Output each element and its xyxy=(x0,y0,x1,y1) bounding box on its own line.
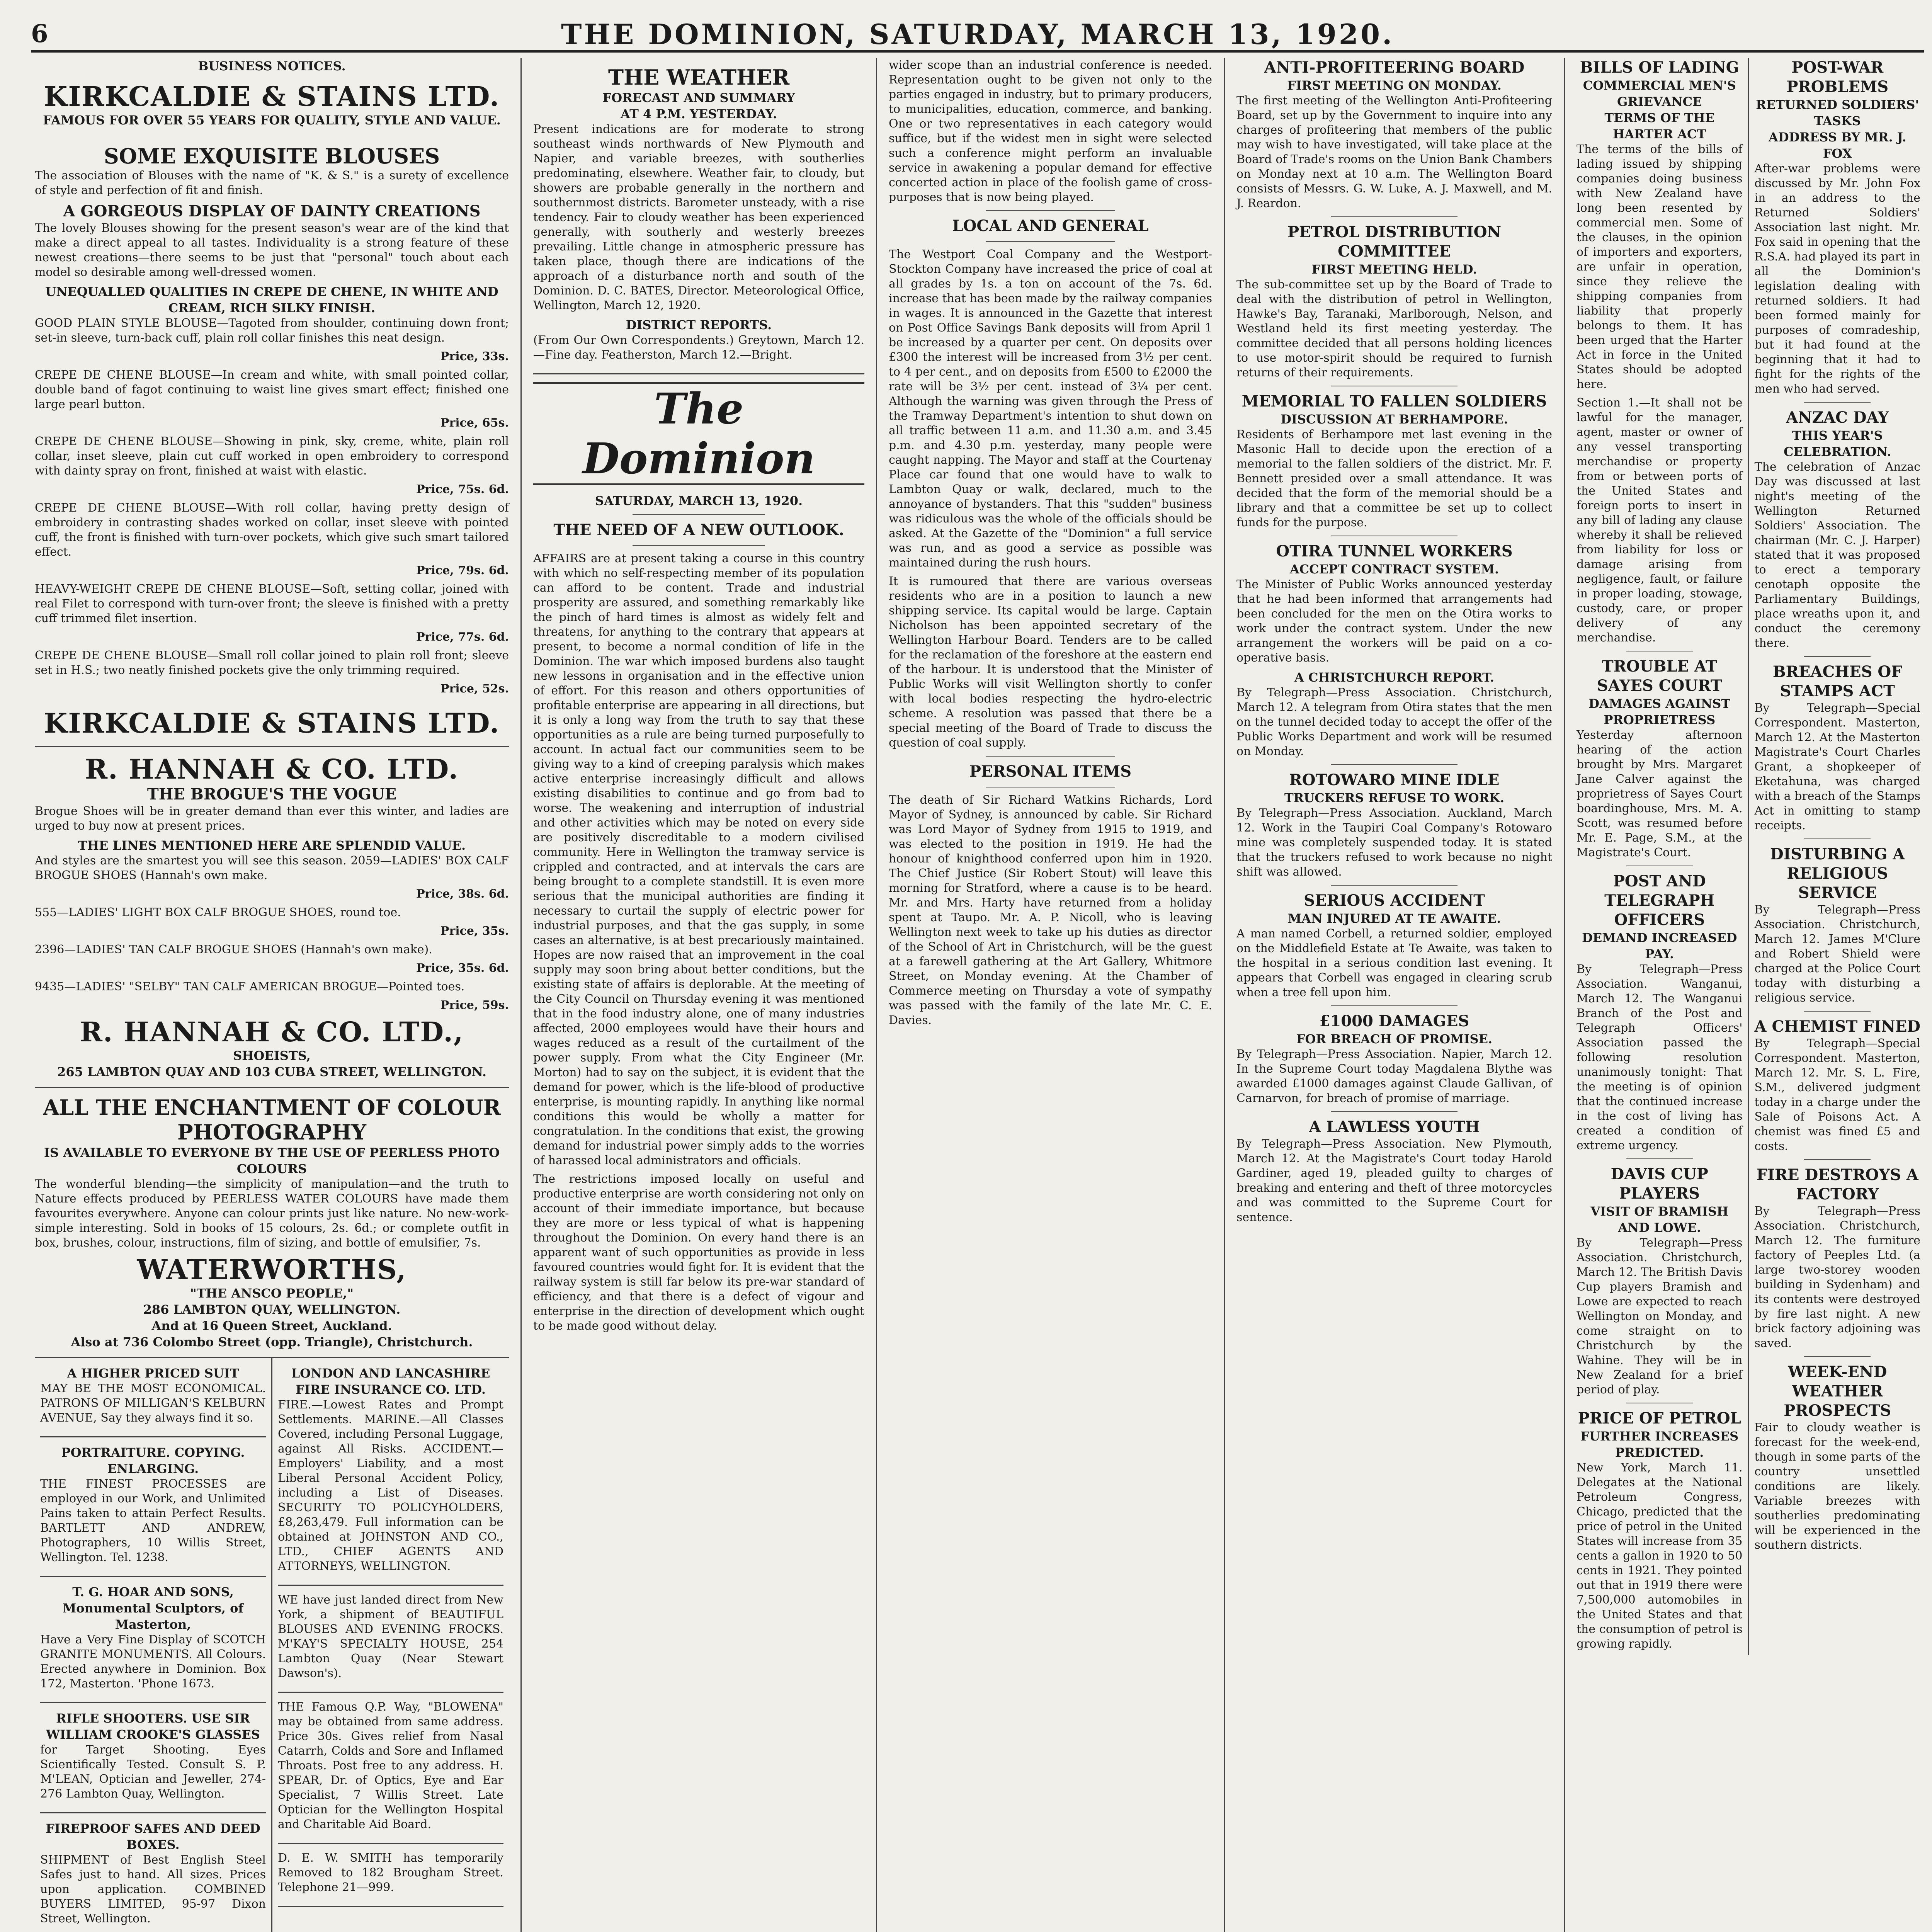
damages-subtitle: FOR BREACH OF PROMISE. xyxy=(1296,1032,1493,1046)
rotowaro-body: By Telegraph—Press Association. Auckland, March 12. Work in the Taupiri Coal Company's Rotowaro mine was completely suspended today. It is stated that the truckers refused to work because no night shift was allowed. xyxy=(1236,806,1552,879)
small-ad: A HIGHER PRICED SUIT MAY BE THE MOST ECONOMICAL. PATRONS OF MILLIGAN'S KELBURN AVENUE, Say they always find it so. xyxy=(40,1358,266,1437)
shoe-item: 555—LADIES' LIGHT BOX CALF BROGUE SHOES, round toe. Price, 35s. xyxy=(35,906,509,938)
serious-accident-subtitle: MAN INJURED AT TE AWAITE. xyxy=(1287,911,1501,926)
hannah-lines-headline: THE LINES MENTIONED HERE ARE SPLENDID VALUE. xyxy=(78,838,466,853)
column-news-briefs xyxy=(1225,58,1565,1932)
lancashire-body: FIRE.—Lowest Rates and Prompt Settlements. MARINE.—All Classes Covered, including Personal Luggage, against All Risks. ACCIDENT.—Employers' Liability, and a most Liberal Personal Accident Policy, including a List of Diseases. SECURITY TO POLICYHOLDERS, £8,263,479. Full information can be obtained at JOHNSTON AND CO., LTD., CHIEF AGENTS AND ATTORNEYS, WELLINGTON. xyxy=(278,1398,503,1573)
local-general-body-2: It is rumoured that there are various overseas residents who are in a position to launch a new shipping service. Its capital would be large. Captain Nicholson has been appointed secretary of the Wellington Harbour Board. Tenders are to be called for the reclamation of the foreshore at the eastern end of the harbour. It is understood that the Minister of Public Works will visit Wellington shortly to confer with local bodies respecting the hydro-electric scheme. A resolution was passed that there be a special meeting of the Board of Trade to discuss the question of coal supply. xyxy=(889,575,1212,750)
serious-accident-title: SERIOUS ACCIDENT xyxy=(1304,891,1485,910)
davis-cup-title: DAVIS CUP PLAYERS xyxy=(1611,1165,1708,1202)
religious-service-title: DISTURBING A RELIGIOUS SERVICE xyxy=(1770,845,1905,902)
section-label: BUSINESS NOTICES. xyxy=(198,59,346,73)
lancashire-title: LONDON AND LANCASHIRE FIRE INSURANCE CO. LTD. xyxy=(291,1366,490,1397)
lancashire-ad xyxy=(278,1358,503,1586)
blouse-item: HEAVY-WEIGHT CREPE DE CHENE BLOUSE—Soft, setting collar, joined with real Filet to correspond with turn-over front; the sleeve is finished with a pretty cuff trimmed filet insertion. Price, 77s. 6d. xyxy=(35,582,509,644)
chemist-title: A CHEMIST FINED xyxy=(1754,1017,1920,1036)
small-ad: FIREPROOF SAFES AND DEED BOXES. SHIPMENT of Best English Steel Safes just to hand. All sizes. Prices upon application. COMBINED BUYERS LIMITED, 95-97 Dixon Street, Wellington. xyxy=(40,1813,266,1932)
hannah-intro: Brogue Shoes will be in greater demand than ever this winter, and ladies are urged to buy now at present prices. xyxy=(35,804,509,833)
anzac-day-subtitle: THIS YEAR'S CELEBRATION. xyxy=(1784,428,1891,459)
blouse-item: GOOD PLAIN STYLE BLOUSE—Tagoted from shoulder, continuing down front; set-in sleeve, turn-back cuff, plain roll collar finishes this neat design. Price, 33s. xyxy=(35,316,509,363)
gorgeous-headline: A GORGEOUS DISPLAY OF DAINTY CREATIONS xyxy=(63,202,481,220)
post-telegraph-title: POST AND TELEGRAPH OFFICERS xyxy=(1604,872,1715,929)
column-advertisements xyxy=(23,58,522,1932)
postwar-subtitle: RETURNED SOLDIERS' TASKS xyxy=(1756,97,1919,128)
shoe-item: 2396—LADIES' TAN CALF BROGUE SHOES (Hannah's own make). Price, 35s. 6d. xyxy=(35,943,509,975)
otira-subtitle: ACCEPT CONTRACT SYSTEM. xyxy=(1289,562,1499,577)
petrol-price-subtitle: FURTHER INCREASES PREDICTED. xyxy=(1580,1429,1739,1460)
kirkcaldie-tagline: FAMOUS FOR OVER 55 YEARS FOR QUALITY, STYLE AND VALUE. xyxy=(43,113,501,128)
weather-body: Present indications are for moderate to strong southeast winds northwards of New Plymouth and Napier, and variable breezes, with southerlies predominating, elsewhere. Weather fair, to cloudy, but showers are probable generally in the northern and southernmost districts. Barometer unsteady, with a rise tendency. Fair to cloudy weather has been experienced generally, with southerly and westerly breezes prevailing. Little change in atmospheric pressure has taken place, though there are indications of the approach of a disturbance north and south of the Dominion. D. C. BATES, Director. Meteorological Office, Wellington, March 12, 1920. xyxy=(533,122,864,312)
mkay-ad: WE have just landed direct from New York, a shipment of BEAUTIFUL BLOUSES AND EVENING FROCKS. M'KAY'S SPECIALTY HOUSE, 254 Lambton Quay (Near Stewart Dawson's). xyxy=(278,1586,503,1693)
sayes-court-subtitle: DAMAGES AGAINST PROPRIETRESS xyxy=(1588,696,1731,727)
memorial-body: Residents of Berhampore met last evening in the Masonic Hall to decide upon the erection of a memorial to the fallen soldiers of the district. Mr. F. Bennett presided over a small attendance. It was decided that the form of the memorial should be a library and that a committee be set up to collect funds for the purpose. xyxy=(1236,428,1552,529)
damages-body: By Telegraph—Press Association. Napier, March 12. In the Supreme Court today Magdalena Blythe was awarded £1000 damages against Claude Gallivan, of Carnarvon, for breach of promise of marriage. xyxy=(1236,1048,1552,1105)
card-ad: D. E. W. SMITH has temporarily Removed to 182 Brougham Street. Telephone 21—999. xyxy=(278,1844,503,1907)
otira-title: OTIRA TUNNEL WORKERS xyxy=(1276,542,1513,560)
memorial-subtitle: DISCUSSION AT BERHAMPORE. xyxy=(1281,412,1508,427)
small-ad: RIFLE SHOOTERS. USE SIR WILLIAM CROOKE'S GLASSES for Target Shooting. Eyes Scientifically Tested. Consult S. P. M'LEAN, Optician and Jeweller, 274-276 Lambton Quay, Wellington. xyxy=(40,1703,266,1813)
weather-subtitle: FORECAST AND SUMMARY xyxy=(602,90,795,105)
waterworths-address-1: 286 LAMBTON QUAY, WELLINGTON. xyxy=(143,1302,401,1317)
davis-cup-subtitle: VISIT OF BRAMISH AND LOWE. xyxy=(1590,1204,1729,1235)
hannah2-title: R. HANNAH & CO. LTD., xyxy=(80,1016,464,1048)
bills-lading-subtitle-2: TERMS OF THE HARTER ACT xyxy=(1604,111,1715,141)
gorgeous-body: The lovely Blouses showing for the present season's wear are of the kind that make a direct appeal to all tastes. Individuality is a strong feature of these newest creations—there seems to be just that "personal" touch about each model so desirable among well-dressed women. xyxy=(35,221,509,279)
hannah2-subtitle: SHOEISTS, xyxy=(233,1048,311,1063)
memorial-title: MEMORIAL TO FALLEN SOLDIERS xyxy=(1242,392,1547,410)
bills-lading-body-2: Section 1.—It shall not be lawful for the manager, agent, master or owner of any vessel transporting merchandise or property from or between ports of the United States and foreign ports to insert in any bill of lading any clause whereby it shall be relieved from liability for loss or damage arising from negligence, fault, or failure in proper loading, stowage, custody, care, or proper delivery of any merchandise. xyxy=(1577,396,1743,645)
leader-title: THE NEED OF A NEW OUTLOOK. xyxy=(553,521,844,539)
hannah-subtitle: THE BROGUE'S THE VOGUE xyxy=(147,785,397,803)
personal-items-body: The death of Sir Richard Watkins Richards, Lord Mayor of Sydney, is announced by cable. Sir Richard was Lord Mayor of Sydney from 1915 to 1919, and was elected to the position in 1919. He had the honour of knighthood conferred upon him in 1920. The Chief Justice (Sir Robert Stout) will leave this morning for Stratford, where a cause is to be heard. Mr. and Mrs. Harty have returned from a holiday spent at Taupo. Mr. A. P. Nicoll, who is leaving Wellington next week to take up his duties as director of the School of Art in Christchurch, will be the guest at a farewell gathering at the Art Gallery, Whitmore Street, on Monday evening. At the Chamber of Commerce meeting on Thursday a vote of sympathy was passed with the family of the late Mr. C. E. Davies. xyxy=(889,793,1212,1027)
colour-body: The wonderful blending—the simplicity of manipulation—and the truth to Nature effects produced by PEERLESS WATER COLOURS have made them favourites everywhere. Anyone can colour prints just like nature. No new-work-simple interesting. Sold in books of 15 colours, 2s. 6d.; or complete outfit in box, brushes, colour, instructions, film of sizing, and bottle of emulsifier, 7s. xyxy=(35,1177,509,1250)
serious-accident-body: A man named Corbell, a returned soldier, employed on the Middlefield Estate at Te Awaite, was taken to the hospital in a serious condition last evening. It appears that Corbell was engaged in clearing scrub when a tree fell upon him. xyxy=(1236,927,1552,999)
sayes-court-title: TROUBLE AT SAYES COURT xyxy=(1597,657,1722,695)
leader-body-2: The restrictions imposed locally on useful and productive enterprise are worth considering not only on account of their immediate importance, but because they are more or less typical of what is happening throughout the Dominion. On every hand there is an apparent want of such opportunities as provide in less favoured countries would fight for. It is evident that the railway system is still far below its pre-war standard of efficiency, and that there is a defect of vigour and enterprise in the direction of development which ought to be made good without delay. xyxy=(533,1172,864,1333)
masthead xyxy=(31,15,1924,53)
religious-service-body: By Telegraph—Press Association. Christchurch, March 12. James M'Clure and Robert Shield were charged at the Police Court today with disturbing a religious service. xyxy=(1754,903,1920,1005)
weekend-weather-body: Fair to cloudy weather is forecast for the week-end, though in some parts of the country unsettled conditions are likely. Variable breezes with southerlies predominating will be experienced in the southern districts. xyxy=(1754,1421,1920,1552)
small-ad: T. G. HOAR AND SONS, Monumental Sculptors, of Masterton, Have a Very Fine Display of SCOTCH GRANITE MONUMENTS. All Colours. Erected anywhere in Dominion. Box 172, Masterton. 'Phone 1673. xyxy=(40,1577,266,1703)
petrol-committee-body: The sub-committee set up by the Board of Trade to deal with the distribution of petrol in Wellington, Hawke's Bay, Taranaki, Marlborough, Nelson, and Westland held its first meeting yesterday. The committee decided that all persons holding licences to use motor-spirit should be required to furnish returns of their requirements. xyxy=(1236,278,1552,379)
profiteering-title: ANTI-PROFITEERING BOARD xyxy=(1264,58,1525,77)
anzac-day-title: ANZAC DAY xyxy=(1786,408,1889,427)
local-general-headline: LOCAL AND GENERAL xyxy=(952,217,1149,235)
column-local-news xyxy=(877,58,1225,1932)
weather-title: THE WEATHER xyxy=(608,65,790,90)
otira-body: The Minister of Public Works announced yesterday that he had been informed that arrangements had been concluded for the men on the Otira works to work under the contract system. Under the new arrangement the workers will be paid on a co-operative basis. xyxy=(1236,578,1552,665)
weekend-weather-title: WEEK-END WEATHER PROSPECTS xyxy=(1784,1363,1891,1420)
kirkcaldie-title: KIRKCALDIE & STAINS LTD. xyxy=(44,80,500,112)
post-telegraph-subtitle: DEMAND INCREASED PAY. xyxy=(1582,930,1737,961)
postwar-title: POST-WAR PROBLEMS xyxy=(1786,58,1889,96)
personal-items-headline: PERSONAL ITEMS xyxy=(969,762,1132,781)
waterworths-title: WATERWORTHS, xyxy=(137,1253,407,1286)
lawless-youth-title: A LAWLESS YOUTH xyxy=(1309,1118,1480,1136)
leader-body: AFFAIRS are at present taking a course in this country with which no self-respecting member of its population can afford to be content. Trade and industrial prosperity are assured, and something remarkably like the pinch of hard times is almost as widely felt and threatens, for anything to the contrary that appears at present, to become a normal condition of life in the Dominion. The war which imposed burdens also taught new lessons in organisation and in the effective union of effort. For this reason and others opportunities of profitable enterprise are appearing in all directions, but it is only a long way from the truth to say that these opportunities as a rule are being turned purposefully to account. In actual fact our communities seem to be giving way to a kind of creeping paralysis which makes active enterprise increasingly difficult and allows existing disabilities to continue and go from bad to worse. The weakening and interruption of industrial and other activities which may be noted on every side are positively discreditable to a modern civilised community. Here in Wellington the tramway service is crippled and contracted, and at intervals the cars are being brought to a complete standstill. It is even more serious that the municipal authorities are finding it necessary to curtail the supply of electric power for industrial purposes, and that the gas supply, in some cases an alternative, is at best precariously maintained. Hopes are now raised that an improvement in the coal supply may soon bring about better conditions, but the existing state of affairs is deplorable. At the meeting of the City Council on Thursday evening it was mentioned that in the food industry alone, one of many industries affected, 2000 employees would have their hours and wages reduced as a result of the curtailment of the power supply. From what the City Engineer (Mr. Morton) had to say on the subject, it is evident that the demand for power, which is the life-blood of productive enterprise, is mounting rapidly. In anything like normal conditions this would be wholly a matter for congratulation. In the conditions that exist, the growing demand for industrial power simply adds to the worries of harassed local administrators and officials. xyxy=(533,552,864,1167)
column-right xyxy=(1565,58,1932,1932)
factory-fire-body: By Telegraph—Press Association. Christchurch, March 12. The furniture factory of Peeples Ltd. (a large two-storey wooden building in Sydenham) and its contents were destroyed by fire last night. A new brick factory adjoining was saved. xyxy=(1754,1204,1920,1350)
hannah2-address: 265 LAMBTON QUAY AND 103 CUBA STREET, WELLINGTON. xyxy=(57,1065,486,1079)
rotowaro-subtitle: TRUCKERS REFUSE TO WORK. xyxy=(1284,791,1505,805)
waterworths-address-2: And at 16 Queen Street, Auckland. xyxy=(151,1318,392,1333)
rotowaro-title: ROTOWARO MINE IDLE xyxy=(1289,771,1500,789)
damages-title: £1000 DAMAGES xyxy=(1319,1012,1469,1030)
kirkcaldie-footer: KIRKCALDIE & STAINS LTD. xyxy=(44,707,500,739)
blouses-headline: SOME EXQUISITE BLOUSES xyxy=(104,144,440,168)
sayes-court-body: Yesterday afternoon hearing of the action brought by Mrs. Margaret Jane Calver against the proprietress of Sayes Court boardinghouse, Mrs. M. A. Scott, was resumed before Mr. E. Page, S.M., at the Magistrate's Court. xyxy=(1577,728,1743,859)
waterworths-address-3: Also at 736 Colombo Street (opp. Triangle), Christchurch. xyxy=(71,1335,473,1349)
blouse-item: CREPE DE CHENE BLOUSE—Showing in pink, sky, creme, white, plain roll collar, inset sleeve, plain cut cuff worked in open embroidery to correspond with dainty spray on front, finished at waist with elastic. Price, 75s. 6d. xyxy=(35,435,509,496)
colour-headline: ALL THE ENCHANTMENT OF COLOUR PHOTOGRAPHY xyxy=(43,1095,501,1145)
column-weather-editorial xyxy=(522,58,877,1932)
lawless-youth-body: By Telegraph—Press Association. New Plymouth, March 12. At the Magistrate's Court today Harold Gardiner, aged 19, pleaded guilty to charges of breaking and entering and theft of three motorcycles and was committed to the Supreme Court for sentence. xyxy=(1236,1137,1552,1224)
christchurch-report-headline: A CHRISTCHURCH REPORT. xyxy=(1294,670,1494,685)
petrol-committee-subtitle: FIRST MEETING HELD. xyxy=(1311,262,1477,277)
editorial-date: SATURDAY, MARCH 13, 1920. xyxy=(595,493,803,508)
page-number: 6 xyxy=(31,19,48,48)
postwar-subtitle-2: ADDRESS BY MR. J. FOX xyxy=(1768,130,1906,161)
shoe-item: 9435—LADIES' "SELBY" TAN CALF AMERICAN BROGUE—Pointed toes. Price, 59s. xyxy=(35,980,509,1012)
post-telegraph-body: By Telegraph—Press Association. Wanganui, March 12. The Wanganui Branch of the Post and Telegraph Officers' Association passed the following resolution unanimously tonight: That the meeting is of opinion that the continued increase in the cost of living has created a condition of extreme urgency. xyxy=(1577,963,1743,1152)
profiteering-body: The first meeting of the Wellington Anti-Profiteering Board, set up by the Government to inquire into any charges of profiteering that members of the public may wish to have investigated, will take place at the Board of Trade's rooms on the Union Bank Chambers on Monday next at 10 a.m. The Wellington Board consists of Messrs. G. W. Luke, A. J. Maxwell, and M. J. Reardon. xyxy=(1236,94,1552,210)
hannah-title: R. HANNAH & CO. LTD. xyxy=(85,753,459,785)
dominion-logo: The Dominion xyxy=(533,382,864,485)
chemist-body: By Telegraph—Special Correspondent. Masterton, March 12. Mr. S. L. Fire, S.M., delivered judgment today in a charge under the Sale of Poisons Act. A chemist was fined £5 and costs. xyxy=(1754,1037,1920,1153)
newspaper-title: THE DOMINION, SATURDAY, MARCH 13, 1920. xyxy=(561,18,1395,51)
shoe-item: And styles are the smartest you will see this season. 2059—LADIES' BOX CALF BROGUE SHOES (Hannah's own make. Price, 38s. 6d. xyxy=(35,854,509,901)
colour-subhead: IS AVAILABLE TO EVERYONE BY THE USE OF PEERLESS PHOTO COLOURS xyxy=(44,1145,500,1176)
leader-continuation: wider scope than an industrial conference is needed. Representation ought to be given not only to the parties engaged in industry, but to primary producers, to municipalities, education, commerce, and banking. One or two representatives in each category would suffice, but if the widest men in sight were selected such a conference might perform an invaluable service in awakening a popular demand for effective concerted action in place of the foolish game of cross-purposes that is now being played. xyxy=(889,58,1212,204)
profiteering-subtitle: FIRST MEETING ON MONDAY. xyxy=(1287,78,1502,93)
factory-fire-title: FIRE DESTROYS A FACTORY xyxy=(1756,1166,1918,1203)
blouse-item: CREPE DE CHENE BLOUSE—Small roll collar joined to plain roll front; sleeve set in H.S.; two neatly finished pockets give the only trimming required. Price, 52s. xyxy=(35,649,509,696)
davis-cup-body: By Telegraph—Press Association. Christchurch, March 12. The British Davis Cup players Bramish and Lowe are expected to reach Wellington on Monday, and come straight on to Christchurch by the Wahine. They will be in New Zealand for a brief period of play. xyxy=(1577,1236,1743,1396)
district-body: (From Our Own Correspondents.) Greytown, March 12.—Fine day. Featherston, March 12.—Bright. xyxy=(533,333,864,362)
blouses-intro: The association of Blouses with the name of "K. & S." is a surety of excellence of style and perfection of fit and finish. xyxy=(35,169,509,197)
crepe-headline: UNEQUALLED QUALITIES IN CREPE DE CHENE, IN WHITE AND CREAM, RICH SILKY FINISH. xyxy=(45,284,498,315)
waterworths-subtitle: "THE ANSCO PEOPLE," xyxy=(190,1286,354,1301)
christchurch-report-body: By Telegraph—Press Association. Christchurch, March 12. A telegram from Otira states that the men on the tunnel decided today to accept the offer of the Public Works Department and work will be resumed on Monday. xyxy=(1236,686,1552,758)
small-ad: PORTRAITURE. COPYING. ENLARGING. THE FINEST PROCESSES are employed in our Work, and Unlimited Pains taken to attain Perfect Results. BARTLETT AND ANDREW, Photographers, 10 Willis Street, Wellington. Tel. 1238. xyxy=(40,1437,266,1577)
petrol-price-title: PRICE OF PETROL xyxy=(1578,1409,1741,1427)
bills-lading-subtitle: COMMERCIAL MEN'S GRIEVANCE xyxy=(1583,78,1736,109)
weather-time: AT 4 P.M. YESTERDAY. xyxy=(620,107,777,121)
bills-lading-title: BILLS OF LADING xyxy=(1580,58,1739,77)
local-general-body: The Westport Coal Company and the Westport-Stockton Company have increased the price of coal at all grades by 1s. a ton on account of the 7s. 6d. increase that has been made by the railway companies in wages. It is announced in the Gazette that interest on Post Office Savings Bank deposits will from April 1 be increased by a quarter per cent. On deposits over £300 the interest will be increased from 3½ per cent. to 4 per cent., and on deposits from £500 to £2000 the rate will be 3½ per cent. instead of 3¼ per cent. Although the warning was given through the Press of the Tramway Department's intention to shut down on all traffic between 11 a.m. and 11.30 a.m. and 3.45 p.m. and 4.30 p.m. yesterday, many people were caught napping. The Mayor and staff at the Courtenay Place car found that one would have to walk to Lambton Quay or walk, declared, much to the annoyance of bystanders. That this "sudden" business was ridiculous was the whole of the officials should be asked. At the Gazette of the "Dominion" a full service was run, and as good a service as possible was maintained during the rush hours. xyxy=(889,248,1212,570)
district-headline: DISTRICT REPORTS. xyxy=(626,318,772,332)
blowena-ad: THE Famous Q.P. Way, "BLOWENA" may be obtained from same address. Price 30s. Gives relief from Nasal Catarrh, Colds and Sore and Inflamed Throats. Post free to any address. H. SPEAR, Dr. of Optics, Eye and Ear Specialist, 7 Willis Street. Late Optician for the Wellington Hospital and Charitable Aid Board. xyxy=(278,1693,503,1844)
blouse-item: CREPE DE CHENE BLOUSE—In cream and white, with small pointed collar, double band of fagot continuing to waist line gives smart effect; finished one large pearl button. Price, 65s. xyxy=(35,368,509,430)
stamps-act-title: BREACHES OF STAMPS ACT xyxy=(1772,663,1902,700)
blouse-item: CREPE DE CHENE BLOUSE—With roll collar, having pretty design of embroidery in contrasting shades worked on collar, inset sleeve with pointed cuff, the front is finished with turn-over pockets, which give such smart tailored effect. Price, 79s. 6d. xyxy=(35,501,509,577)
petrol-committee-title: PETROL DISTRIBUTION COMMITTEE xyxy=(1287,223,1502,260)
postwar-body: After-war problems were discussed by Mr. John Fox in an address to the Returned Soldiers' Association last night. Mr. Fox said in opening that the R.S.A. had played its part in all the Dominion's legislation dealing with returned soldiers. It had been formed mainly for purposes of comradeship, but it had found at the beginning that it had to fight for the rights of the men who had served. xyxy=(1754,162,1920,396)
anzac-day-body: The celebration of Anzac Day was discussed at last night's meeting of the Wellington Returned Soldiers' Association. The chairman (Mr. C. J. Harper) stated that it was proposed to erect a temporary cenotaph opposite the Parliamentary Buildings, place wreaths upon it, and conduct the ceremony there. xyxy=(1754,460,1920,650)
petrol-price-body: New York, March 11. Delegates at the National Petroleum Congress, Chicago, predicted that the price of petrol in the United States will increase from 35 cents a gallon in 1920 to 50 cents in 1921. They pointed out that in 1919 there were 7,500,000 automobiles in the United States and that the consumption of petrol is growing rapidly. xyxy=(1577,1461,1743,1651)
bills-lading-body: The terms of the bills of lading issued by shipping companies doing business with New Zealand have long been resented by commercial men. Some of the clauses, in the opinion of importers and exporters, are unfair in operation, since they relieve the shipping companies from liability that properly belongs to them. It has been urged that the Harter Act in force in the United States should be adopted here. xyxy=(1577,143,1743,391)
stamps-act-body: By Telegraph—Special Correspondent. Masterton, March 12. At the Masterton Magistrate's Court Charles Grant, a shopkeeper of Eketahuna, was charged with a breach of the Stamps Act in omitting to stamp receipts. xyxy=(1754,701,1920,832)
